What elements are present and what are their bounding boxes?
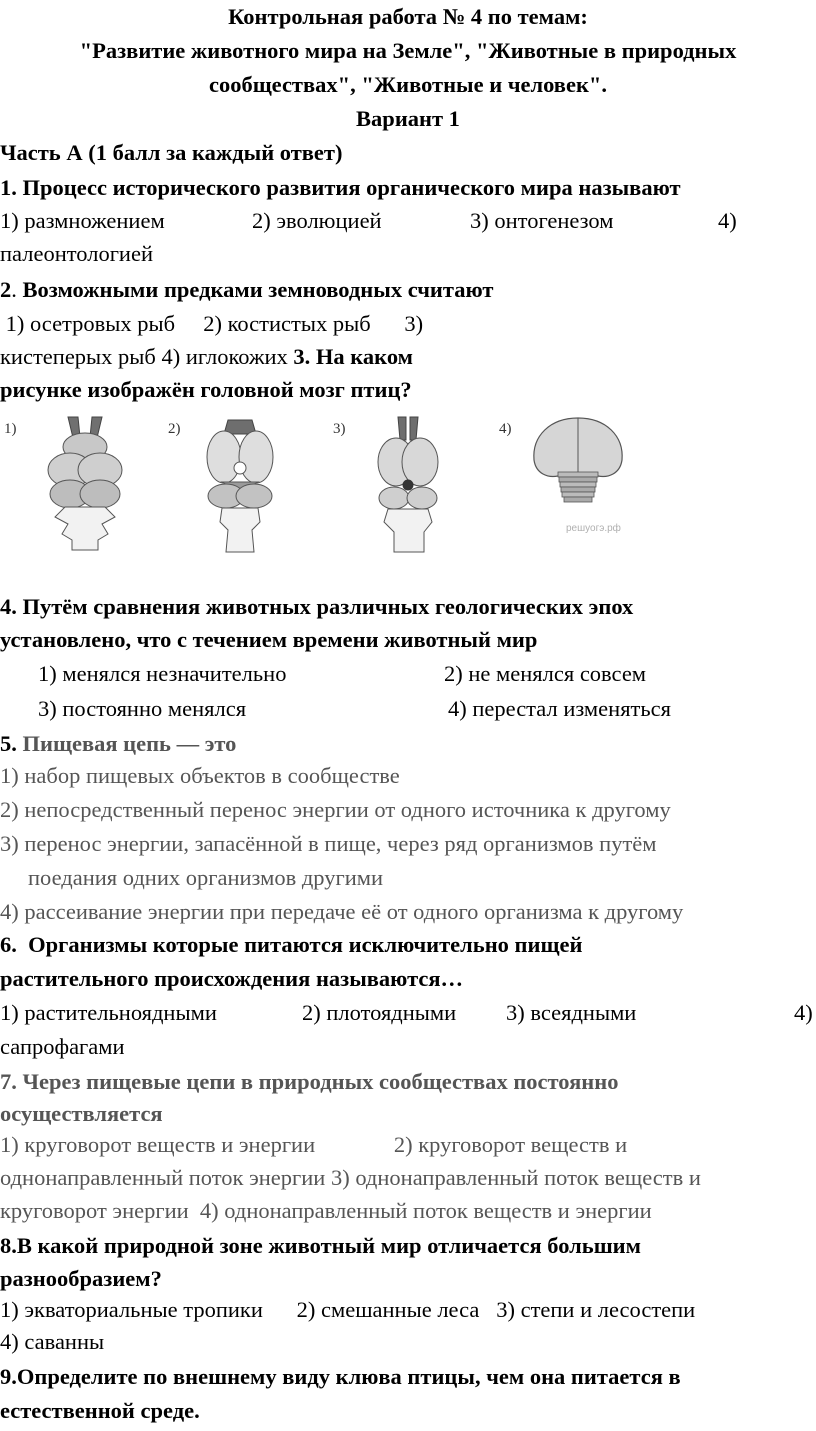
q2-dot: . <box>11 277 17 302</box>
brain-figure-4 <box>528 414 628 509</box>
q9-question-line-1: 9.Определите по внешнему виду клюва птицы, чем она питается в <box>0 1364 681 1389</box>
q7-answers-line-2: однонаправленный поток энергии 3) однонаправленный поток веществ и <box>0 1165 701 1190</box>
q8-question-line-2: разнообразием? <box>0 1266 162 1291</box>
q5-option-3: 3) перенос энергии, запасённой в пище, через ряд организмов путём <box>0 831 657 856</box>
q4-option-3: 3) постоянно менялся <box>38 696 247 721</box>
brain-figure-2 <box>200 412 280 557</box>
q7-question-line-1: 7. Через пищевые цепи в природных сообществах постоянно <box>0 1069 619 1094</box>
q1-option-4-text: палеонтологией <box>0 241 153 266</box>
q4-option-1: 1) менялся незначительно <box>38 661 287 686</box>
q2-options-line-2-text: кистеперых рыб 4) иглокожих <box>0 344 294 369</box>
q4-option-2: 2) не менялся совсем <box>444 661 647 686</box>
part-a-heading: Часть А (1 балл за каждый ответ) <box>0 140 343 165</box>
q6-question-line-2: растительного происхождения называются… <box>0 966 464 991</box>
brain-figure-1 <box>40 412 130 552</box>
q6-question-line-1: 6. Организмы которые питаются исключительно пищей <box>0 932 583 957</box>
q8-answers-line-2: 4) саванны <box>0 1329 105 1354</box>
figure-label-4: 4) <box>499 421 512 437</box>
figure-label-2: 2) <box>168 421 181 437</box>
q8-question-line-1: 8.В какой природной зоне животный мир отличается большим <box>0 1233 641 1258</box>
q5-question: Пищевая цепь — это <box>16 731 237 756</box>
q4-option-4: 4) перестал изменяться <box>448 696 671 721</box>
title-line-3: сообществах", "Животные и человек". <box>208 72 608 97</box>
q2-question: Возможными предками земноводных считают <box>16 277 494 302</box>
q6-option-4-text: сапрофагами <box>0 1034 125 1059</box>
q8-answers-line-1: 1) экваториальные тропики 2) смешанные леса 3) степи и лесостепи <box>0 1297 696 1322</box>
q2-number: 2 <box>0 277 12 302</box>
title-line-2: "Развитие животного мира на Земле", "Животные в природных <box>79 38 737 63</box>
q7-answers-line-3: круговорот энергии 4) однонаправленный поток веществ и энергии <box>0 1198 652 1223</box>
q1-question: 1. Процесс исторического развития органического мира называют <box>0 175 681 200</box>
q2-options-line-1: 1) осетровых рыб 2) костистых рыб 3) <box>0 311 424 336</box>
q7-question-line-2: осуществляется <box>0 1101 163 1126</box>
q2-options-line-2 <box>0 346 413 369</box>
title-line-1: Контрольная работа № 4 по темам: <box>228 4 588 29</box>
q6-option-3: 3) всеядными <box>506 1000 637 1025</box>
q5-option-1: 1) набор пищевых объектов в сообществе <box>0 763 400 788</box>
q7-answers-line-1: 1) круговорот веществ и энергии 2) круговорот веществ и <box>0 1132 628 1157</box>
q1-option-1: 1) размножением <box>0 208 165 233</box>
q5-option-3-continued: поедания одних организмов другими <box>28 865 384 890</box>
q5-question-line <box>0 733 236 756</box>
brain-figure-3 <box>368 412 448 557</box>
q2-question-line <box>0 279 493 302</box>
q9-question-line-2: естественной среде. <box>0 1398 200 1423</box>
q1-option-2: 2) эволюцией <box>252 208 382 233</box>
q1-option-3: 3) онтогенезом <box>470 208 614 233</box>
q5-number: 5. <box>0 731 17 756</box>
q3-number: 3 <box>293 344 305 369</box>
variant-label: Вариант 1 <box>356 106 460 131</box>
q6-option-4: 4) <box>794 1000 813 1025</box>
q3-question-start: . На каком <box>304 344 413 369</box>
figure-label-3: 3) <box>333 421 346 437</box>
figure-label-1: 1) <box>4 421 17 437</box>
q6-option-2: 2) плотоядными <box>302 1000 457 1025</box>
q3-question: рисунке изображён головной мозг птиц? <box>0 377 412 402</box>
q4-question-line-2: установлено, что с течением времени животный мир <box>0 627 538 652</box>
q5-option-2: 2) непосредственный перенос энергии от одного источника к другому <box>0 797 671 822</box>
q4-question-line-1: 4. Путём сравнения животных различных геологических эпох <box>0 594 634 619</box>
q5-option-4: 4) рассеивание энергии при передаче её от одного организма к другому <box>0 899 684 924</box>
q1-option-4: 4) <box>718 208 737 233</box>
figure-watermark: решуогэ.рф <box>566 523 621 534</box>
q6-option-1: 1) растительноядными <box>0 1000 217 1025</box>
